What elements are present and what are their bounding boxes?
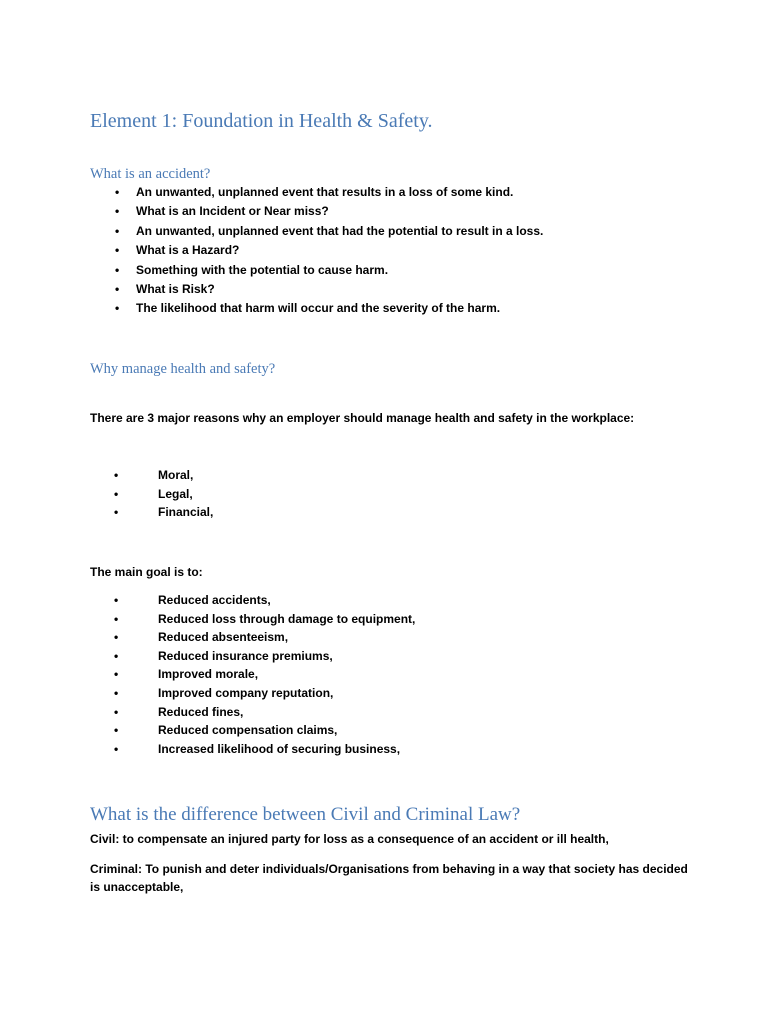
list-item: • Financial, [158,503,213,522]
bullet-icon: • [114,505,119,520]
list-item: • What is Risk? [136,280,543,299]
bullet-icon: • [114,648,119,663]
bullet-icon: • [115,281,120,296]
list-item: • Legal, [158,485,213,504]
list-item: • Something with the potential to cause harm. [136,261,543,280]
list-item: • Improved morale, [158,665,415,684]
list-item: • Improved company reputation, [158,684,415,703]
bullet-icon: • [115,301,120,316]
criminal-law-definition-line1: Criminal: To punish and deter individuals/Organisations from behaving in a way that society has decided [90,862,688,876]
list-item: • Reduced accidents, [158,591,415,610]
accident-definitions-list [115,183,544,319]
bullet-icon: • [114,741,119,756]
criminal-law-definition-line2: is unacceptable, [90,880,184,894]
bullet-icon: • [115,185,120,199]
bullet-icon: • [114,685,119,700]
list-item: • Reduced absenteeism, [158,628,415,647]
bullet-icon: • [115,223,120,238]
bullet-icon: • [114,593,119,607]
bullet-icon: • [114,611,119,626]
goals-list [114,591,416,758]
bullet-icon: • [114,486,119,501]
bullet-icon: • [115,204,120,219]
list-item: • Reduced insurance premiums, [158,647,415,666]
list-item: • What is a Hazard? [136,241,543,260]
bullet-icon: • [114,704,119,719]
list-item: • Moral, [158,466,213,485]
bullet-icon: • [114,630,119,645]
list-item: • Increased likelihood of securing business, [158,740,415,759]
bullet-icon: • [115,262,120,277]
list-item: • Reduced loss through damage to equipment, [158,610,415,629]
bullet-icon: • [114,667,119,682]
reasons-list [114,466,214,522]
list-item: • Reduced compensation claims, [158,721,415,740]
civil-law-definition: Civil: to compensate an injured party for loss as a consequence of an accident or ill health, [90,832,609,846]
list-item: • Reduced fines, [158,703,415,722]
bullet-icon: • [114,723,119,738]
list-item: • An unwanted, unplanned event that had the potential to result in a loss. [136,222,543,241]
bullet-icon: • [114,468,119,482]
heading-civil-criminal-law: What is the difference between Civil and Criminal Law? [90,804,521,825]
goal-intro: The main goal is to: [90,565,203,579]
list-item: • An unwanted, unplanned event that results in a loss of some kind. [136,183,543,202]
heading-what-is-accident: What is an accident? [90,166,211,182]
document-title: Element 1: Foundation in Health & Safety. [90,110,433,132]
reasons-intro: There are 3 major reasons why an employer should manage health and safety in the workplace: [90,411,635,425]
bullet-icon: • [115,243,120,258]
list-item: • What is an Incident or Near miss? [136,202,543,221]
heading-why-manage: Why manage health and safety? [90,361,276,377]
list-item: • The likelihood that harm will occur and the severity of the harm. [136,299,543,318]
